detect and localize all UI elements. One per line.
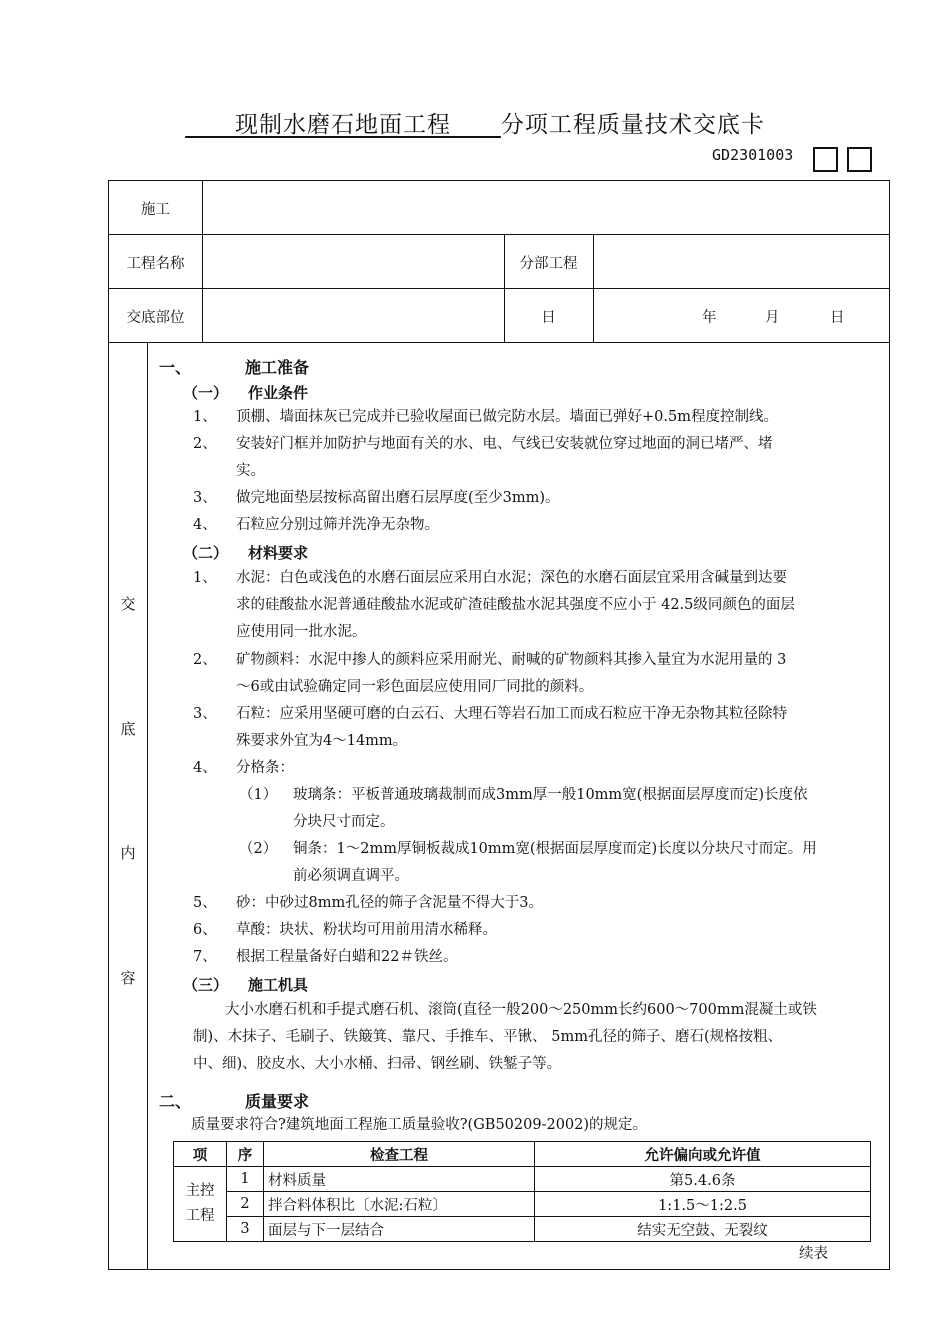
document-code: GD2301003: [712, 146, 794, 164]
col-divider: [202, 181, 203, 342]
title-suffix: 分项工程质量技术交底卡: [500, 112, 765, 138]
checkbox-2[interactable]: [847, 147, 872, 172]
label-construction: 施工: [141, 202, 170, 218]
label-division: 分部工程: [519, 256, 578, 272]
header-cell: 允许偏向或允许值: [535, 1142, 871, 1167]
table-row: [174, 1217, 871, 1242]
continued-label: 续表: [799, 1246, 828, 1262]
label-date: 日: [541, 310, 556, 326]
header-cell: 项: [174, 1142, 227, 1167]
side-label: 容: [120, 969, 136, 987]
item-cell: 材料质量: [264, 1167, 535, 1192]
title-project-name: 现制水磨石地面工程: [235, 112, 451, 138]
item-cell: 面层与下一层结合: [264, 1217, 535, 1242]
section-heading: 一、 施工准备: [159, 358, 310, 377]
form-frame: 施工 工程名称 分部工程 交底部位 日 年 月 日 交 底 内 容 一、 施工准备 （一） 作业条件 1、 顶棚、墙面抹灰已完成并已验收屋面已做完防水层。墙面已弹好+0.5m程度控制线。 2、 安装好门框并加防护与地面有关的水、电、气线已安装就位穿过地面的洞已堵严、堵 实。 3、 做完地面垫层按标高留出磨石层厚度(至少3mm)。 4、 石粒应分别过筛并洗净无杂物。 （二） 材料要求 1、 水泥：白色或浅色的水磨石面层应采用白水泥；深色的水磨石面层宜采用含碱量到达要 求的硅酸盐水泥普通硅酸盐水泥或矿渣硅酸盐水泥其强度不应小于 42.5级同颜色的面层 应使用同一批水泥。 2、 矿物颜料：水泥中掺人的颜料应采用耐光、耐喊的矿物颜料其掺入量宜为水泥用量的 3 ～6或由试验确定同一彩色面层应使用同厂同批的颜料。 3、 石粒：应采用坚硬可磨的白云石、大理石等岩石加工而成石粒应干净无杂物其粒径除特 殊要求外宜为4～14mm。 4、 分格条： （1） 玻璃条：平板普通玻璃裁制而成3mm厚一般10mm宽(根据面层厚度而定)长度依 分块尺寸而定。 （2） 铜条：1～2mm厚铜板裁成10mm宽(根据面层厚度而定)长度以分块尺寸而定。用 前必须调直调平。 5、 砂：中砂过8mm孔径的筛子含泥量不得大于3。 6、 草酸：块状、粉状均可用前用清水稀释。 7、 根据工程量备好白蜡和22＃铁丝。 （三） 施工机具 大小水磨石机和手提式磨石机、滚筒(直径一般200～250mm长约600～700mm混凝土或铁 制)、木抹子、毛刷子、铁簸箕、靠尺、手推车、平锹、 5mm孔径的筛子、磨石(规格按粗、 中、细)、胶皮水、大小水桶、扫帚、钢丝刷、铁錾子等。 二、 质量要求 质量要求符合?建筑地面工程施工质量验收?(GB50209-2002)的规定。 项 序 检查工程 允许偏向或允许值 主控工程 1 材料质量 第5.4.6条 2 拌合料体积比〔水泥:石粒〕 1:1.5～1:2.5 3 面层与下一层结合 结实无空鼓、无裂纹 续表: [108, 180, 890, 1270]
section-heading: 二、 质量要求: [159, 1092, 310, 1111]
value-cell: 第5.4.6条: [535, 1167, 871, 1192]
date-year: 年: [702, 310, 717, 326]
col-divider: [147, 342, 148, 1269]
label-location: 交底部位: [126, 310, 185, 326]
quality-table: [173, 1141, 871, 1242]
subsection-heading: （二） 材料要求: [183, 544, 309, 562]
date-day: 日: [830, 310, 845, 326]
group-label: 主控工程: [185, 1183, 215, 1224]
side-label: 交: [120, 595, 136, 613]
seq-cell: 1: [227, 1167, 264, 1192]
label-project-name: 工程名称: [126, 256, 185, 272]
side-label: 内: [120, 844, 136, 862]
item-cell: 拌合料体积比〔水泥:石粒〕: [264, 1192, 535, 1217]
date-month: 月: [765, 310, 780, 326]
table-row: [174, 1167, 871, 1192]
col-divider: [593, 234, 594, 342]
document-title: [0, 106, 950, 139]
row-divider: [109, 288, 889, 289]
group-cell: [174, 1167, 227, 1242]
table-header-row: [174, 1142, 871, 1167]
row-divider: [109, 342, 889, 343]
header-cell: 序: [227, 1142, 264, 1167]
subsection-heading: （一） 作业条件: [183, 384, 309, 402]
row-divider: [109, 234, 889, 235]
value-cell: 结实无空鼓、无裂纹: [535, 1217, 871, 1242]
seq-cell: 2: [227, 1192, 264, 1217]
checkbox-1[interactable]: [813, 147, 838, 172]
value-cell: 1:1.5～1:2.5: [535, 1192, 871, 1217]
header-cell: 检查工程: [264, 1142, 535, 1167]
quality-intro: 质量要求符合?建筑地面工程施工质量验收?(GB50209-2002)的规定。: [191, 1117, 648, 1133]
side-label: 底: [120, 720, 136, 738]
seq-cell: 3: [227, 1217, 264, 1242]
subsection-heading: （三） 施工机具: [183, 976, 309, 994]
table-row: [174, 1192, 871, 1217]
